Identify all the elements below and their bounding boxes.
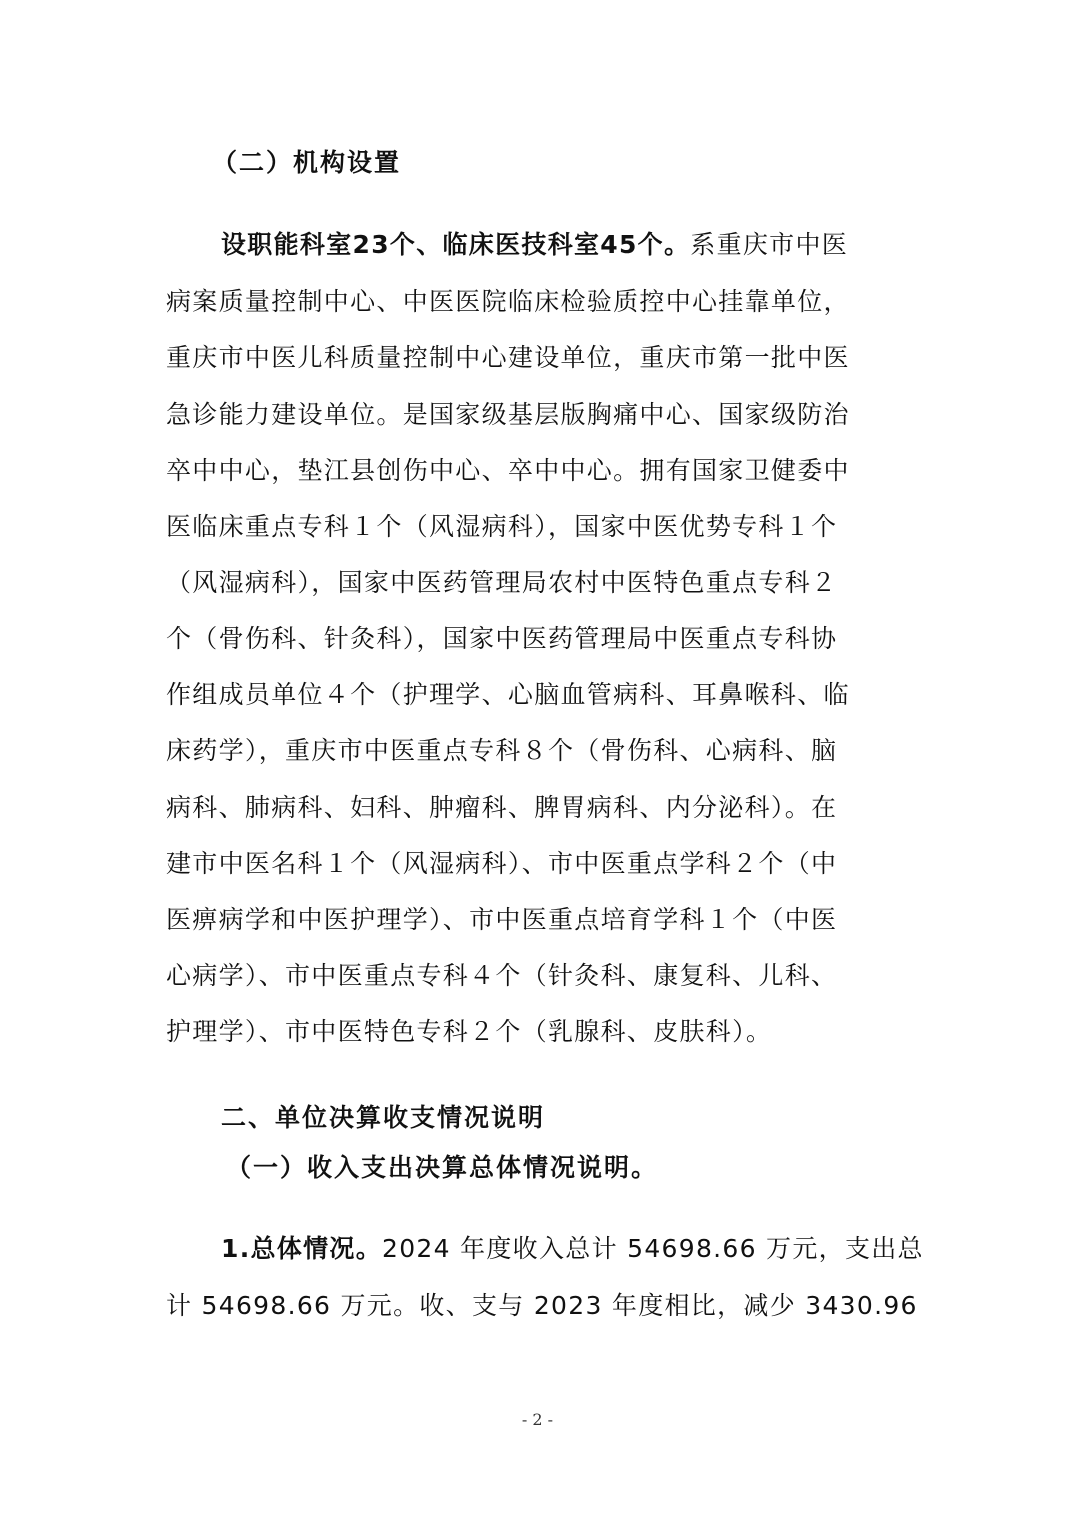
paragraph-line: 心病学）、市中医重点专科４个（针灸科、康复科、儿科、 [166,961,838,990]
paragraph-line: 急诊能力建设单位。是国家级基层版胸痛中心、国家级防治 [166,400,850,429]
section-heading-institution: （二）机构设置 [212,148,402,177]
paragraph-first-line [221,225,848,261]
paragraph-text: 系重庆市中医 [690,230,849,259]
paragraph-line: 医痹病学和中医护理学）、市中医重点培育学科１个（中医 [166,905,838,934]
overview-line: 计 54698.66 万元。收、支与 2023 年度相比，减少 3430.96 [166,1291,918,1320]
paragraph-line: 床药学），重庆市中医重点专科８个（骨伤科、心病科、脑 [166,736,838,765]
overview-text: 2024 年度收入总计 54698.66 万元，支出总 [382,1234,924,1263]
paragraph-line: 个（骨伤科、针灸科），国家中医药管理局中医重点专科协 [166,624,838,653]
overview-first-line [221,1229,924,1265]
overview-lead-bold: 1.总体情况。 [221,1234,382,1263]
paragraph-line: 医临床重点专科１个（风湿病科），国家中医优势专科１个 [166,512,838,541]
paragraph-line: （风湿病科），国家中医药管理局农村中医特色重点专科２ [166,568,838,597]
paragraph-line: 卒中中心，垫江县创伤中心、卒中中心。拥有国家卫健委中 [166,456,850,485]
paragraph-line: 病案质量控制中心、中医医院临床检验质控中心挂靠单位， [166,287,850,316]
paragraph-line: 重庆市中医儿科质量控制中心建设单位，重庆市第一批中医 [166,343,850,372]
part-heading: 二、单位决算收支情况说明 [221,1103,546,1132]
paragraph-line: 病科、肺病科、妇科、肿瘤科、脾胃病科、内分泌科）。在 [166,793,838,822]
paragraph-line: 建市中医名科１个（风湿病科）、市中医重点学科２个（中 [166,849,838,878]
paragraph-line: 护理学）、市中医特色专科２个（乳腺科、皮肤科）。 [166,1017,773,1046]
paragraph-lead-bold: 设职能科室23个、临床医技科室45个。 [221,230,691,259]
paragraph-line: 作组成员单位４个（护理学、心脑血管病科、耳鼻喉科、临 [166,680,850,709]
sub-heading: （一）收入支出决算总体情况说明。 [226,1153,659,1182]
page-number: - 2 - [521,1410,554,1429]
